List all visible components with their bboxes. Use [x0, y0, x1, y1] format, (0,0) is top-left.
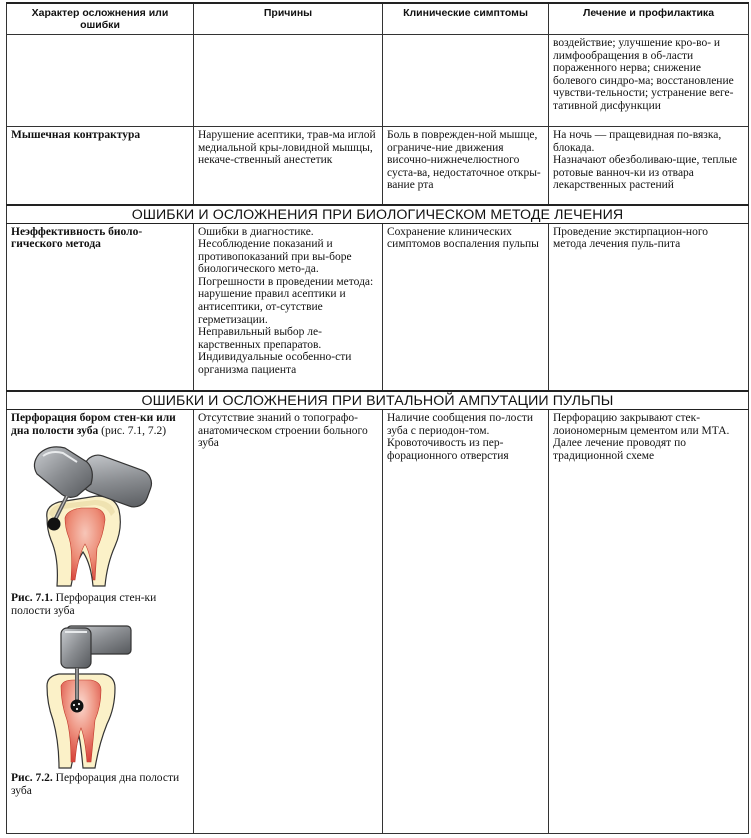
header-treatment: Лечение и профилактика — [549, 3, 749, 35]
treatment-cell: Перфорацию закрывают стек-лоиономерным цементом или МТА. Далее лечение проводят по традиционной схеме — [549, 410, 749, 834]
table-row — [7, 35, 749, 127]
figure-7-2-caption: Рис. 7.2. Перфорация дна полости зуба — [11, 772, 180, 797]
symptoms-cell: Наличие сообщения по-лости зуба с периодон-том. Кровоточивость из пер-форационного отверстия — [383, 410, 549, 834]
tooth-wall-perforation-illustration — [11, 440, 181, 590]
table-header-row — [7, 3, 749, 35]
table-row — [7, 127, 749, 205]
treatment-cell: Проведение экстирпацион-ного метода лечения пуль-пита — [549, 223, 749, 391]
section-row — [7, 205, 749, 224]
figure-7-1 — [11, 440, 189, 590]
header-complication: Характер осложнения или ошибки — [7, 3, 194, 35]
complication-cell: Перфорация бором стен-ки или дна полости зуба (рис. 7.1, 7.2) Рис. 7.1. Перфорация стен-ки полости зуба Рис. 7.2. Перфорация дна полости зуба — [7, 410, 194, 834]
causes-cell: Ошибки в диагностике. Несоблюдение показаний и противопоказаний при вы-боре биологического мето-да. Погрешности в проведении метода: нарушение правил асептики и антисептики, от-сутствие герметизации. Неправильный выбор ле-карственных препаратов. Индивидуальные особенно-сти организма пациента — [194, 223, 383, 391]
document-page — [6, 2, 748, 836]
section-row — [7, 391, 749, 410]
figure-7-2 — [11, 620, 189, 770]
header-symptoms: Клинические симптомы — [383, 3, 549, 35]
header-causes: Причины — [194, 3, 383, 35]
causes-cell: Отсутствие знаний о топографо-анатомическом строении больного зуба — [194, 410, 383, 834]
table-row — [7, 410, 749, 834]
complication-cell: Неэффективность биоло-гического метода — [7, 223, 194, 391]
symptoms-cell: Сохранение клинических симптомов воспаления пульпы — [383, 223, 549, 391]
causes-cell: Нарушение асептики, трав-ма иглой медиальной кры-ловидной мышцы, некаче-ственный анестетик — [194, 127, 383, 205]
treatment-cell: На ночь — пращевидная по-вязка, блокада. Назначают обезболиваю-щие, теплые ротовые ванноч-ки из отвара лекарственных растений — [549, 127, 749, 205]
table-row — [7, 223, 749, 391]
figure-7-1-caption: Рис. 7.1. Перфорация стен-ки полости зуба — [11, 592, 157, 617]
treatment-cell: воздействие; улучшение кро-во- и лимфообращения в об-ласти пораженного нерва; снижение болевого синдро-ма; восстановление чувстви-тельности; устранение веге-тативной дисфункции — [549, 35, 749, 127]
symptoms-cell: Боль в поврежден-ной мышце, ограниче-ние движения височно-нижнечелюстного суста-ва, недостаточное откры-вание рта — [383, 127, 549, 205]
complication-cell: Мышечная контрактура — [7, 127, 194, 205]
complications-table — [6, 2, 749, 834]
section-heading-bio: ОШИБКИ И ОСЛОЖНЕНИЯ ПРИ БИОЛОГИЧЕСКОМ МЕТОДЕ ЛЕЧЕНИЯ — [7, 205, 749, 224]
section-heading-vital: ОШИБКИ И ОСЛОЖНЕНИЯ ПРИ ВИТАЛЬНОЙ АМПУТАЦИИ ПУЛЬПЫ — [7, 391, 749, 410]
tooth-floor-perforation-illustration — [11, 620, 181, 770]
